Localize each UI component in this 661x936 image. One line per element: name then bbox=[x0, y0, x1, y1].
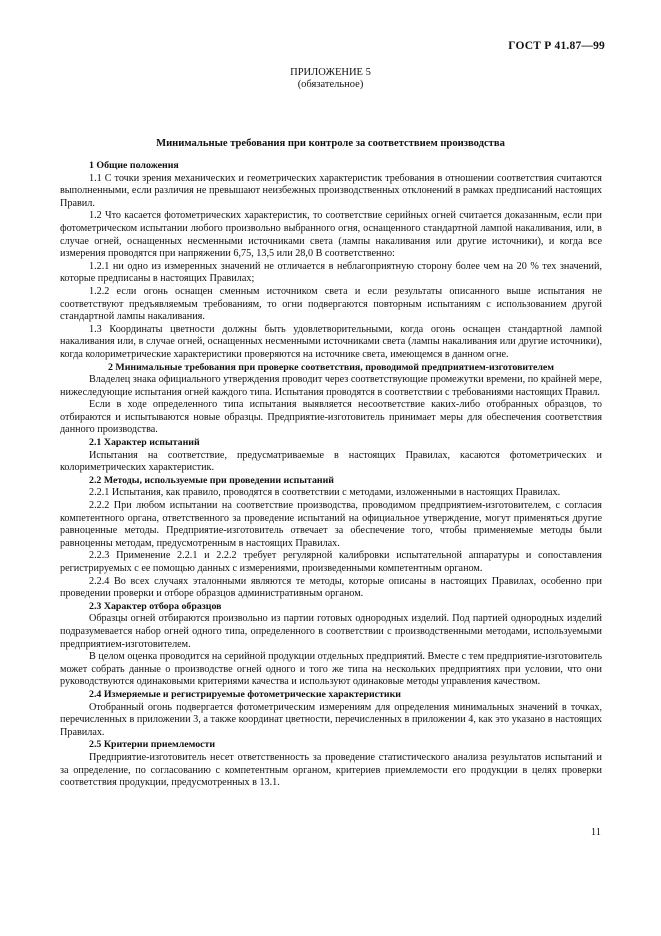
paragraph: Образцы огней отбираются произвольно из партии готовых однородных изделий. Под партией однородных изделий подразумевается набор огней одного типа, определенного в соответствии с производственными методами, используемыми предприятием-изготовителем. bbox=[60, 613, 602, 650]
appendix-status: (обязательное) bbox=[297, 79, 364, 91]
paragraph: Отобранный огонь подвергается фотометрическим измерениям для определения минимальных значений в точках, перечисленных в приложении 3, а также координат цветности, перечисленных в приложении 4, как это указано в настоящих Правилах. bbox=[60, 701, 602, 738]
paragraph: 2.2.2 При любом испытании на соответствие производства, проводимом предприятием-изготовителем, с согласия компетентного органа, ответственного за проведение испытаний на официальное утверждение, могут применяться другие равноценные методы. Предприятие-изготовитель отвечает за обеспечение того, чтобы применяемые методы были равноценны методам, предусмотренным в настоящих Правилах. bbox=[60, 500, 602, 549]
subsection-heading: 2.5 Критерии приемлемости bbox=[89, 739, 216, 751]
subsection-heading: 2.3 Характер отбора образцов bbox=[89, 600, 222, 612]
appendix-label: ПРИЛОЖЕНИЕ 5 bbox=[290, 67, 371, 78]
section-title: Минимальные требования при контроле за соответствием производства bbox=[156, 138, 505, 149]
section-heading: 2 Минимальные требования при проверке соответствия, проводимой предприятием-изготовителем bbox=[108, 361, 554, 373]
paragraph: 2.2.4 Во всех случаях эталонными являются те методы, которые описаны в настоящих Правилах, особенно при проведении проверки и отборе образцов административным органом. bbox=[60, 575, 602, 600]
paragraph: В целом оценка проводится на серийной продукции отдельных предприятий. Вместе с тем предприятие-изготовитель может собрать данные о производстве огней одного и того же типа на нескольких предприятиях при условии, что они руководствуются одинаковыми критериями качества и используют одинаковые методы управления качеством. bbox=[60, 651, 602, 688]
subsection-heading: 1 Общие положения bbox=[89, 160, 179, 171]
subsection-heading: 2.1 Характер испытаний bbox=[89, 437, 200, 449]
subsection-heading: 2.4 Измеряемые и регистрируемые фотометрические характеристики bbox=[89, 688, 401, 700]
subsection-heading: 2.2 Методы, используемые при проведении испытаний bbox=[89, 474, 334, 486]
paragraph: 1.3 Координаты цветности должны быть удовлетворительными, когда огонь оснащен стандартной лампой накаливания или, в случае огней, оснащенных несменными источниками света (лампы накаливания или другие источники), когда колориметрические характеристики проверяются на источнике света, имеющемся в данном огне. bbox=[60, 323, 602, 360]
paragraph: 1.2 Что касается фотометрических характеристик, то соответствие серийных огней считается доказанным, если при фотометрическом испытании любого произвольно выбранного огня, оснащенного стандартной лампой накаливания, или, в случае огней, оснащенных несменными источниками света (лампы накаливания или другие источники), и когда все измерения проводятся при напряжении 6,75, 13,5 или 28,0 В соответственно: bbox=[60, 210, 602, 260]
paragraph: 2.2.1 Испытания, как правило, проводятся в соответствии с методами, изложенными в настоящих Правилах. bbox=[89, 487, 561, 499]
document-id: ГОСТ Р 41.87—99 bbox=[508, 40, 605, 52]
page-number: 11 bbox=[590, 827, 601, 838]
paragraph: 1.2.1 ни одно из измеренных значений не отличается в неблагоприятную сторону более чем на 20 % тех значений, которые предписаны в настоящих Правилах; bbox=[60, 260, 602, 285]
paragraph: Владелец знака официального утверждения проводит через соответствующие промежутки времени, по крайней мере, нижеследующие испытания огней каждого типа. Испытания проводятся в соответствии с требованиями настоящих Правил. bbox=[60, 374, 602, 398]
paragraph: 2.2.3 Применение 2.2.1 и 2.2.2 требует регулярной калибровки испытательной аппаратуры и сопоставления регистрируемых с ее помощью данных с измерениями, произведенными компетентным органом. bbox=[60, 550, 602, 574]
paragraph: Испытания на соответствие, предусматриваемые в настоящих Правилах, касаются фотометрических и колориметрических характеристик. bbox=[60, 449, 602, 474]
paragraph: Предприятие-изготовитель несет ответственность за проведение статистического анализа результатов испытаний и за определение, по согласованию с компетентным органом, критериев приемлемости его продукции в целях проверки соответствия продукции, предусмотренных в 13.1. bbox=[60, 751, 602, 789]
appendix-heading bbox=[0, 67, 661, 92]
paragraph: Если в ходе определенного типа испытания выявляется несоответствие каких-либо отобранных образцов, то отбираются и испытываются новые образцы. Предприятие-изготовитель принимает меры для обеспечения соответствия данного производства. bbox=[60, 399, 602, 436]
paragraph: 1.1 С точки зрения механических и геометрических характеристик требования в отношении соответствия считаются выполненными, если различия не превышают неизбежных производственных отклонений в рамках предписаний настоящих Правил. bbox=[60, 172, 602, 209]
document-body bbox=[60, 160, 602, 790]
paragraph: 1.2.2 если огонь оснащен сменным источником света и если результаты описанного выше испытания не соответствуют предъявляемым требованиям, то огни подвергаются повторным испытаниям с использованием другой стандартной лампы накаливания. bbox=[60, 285, 602, 323]
